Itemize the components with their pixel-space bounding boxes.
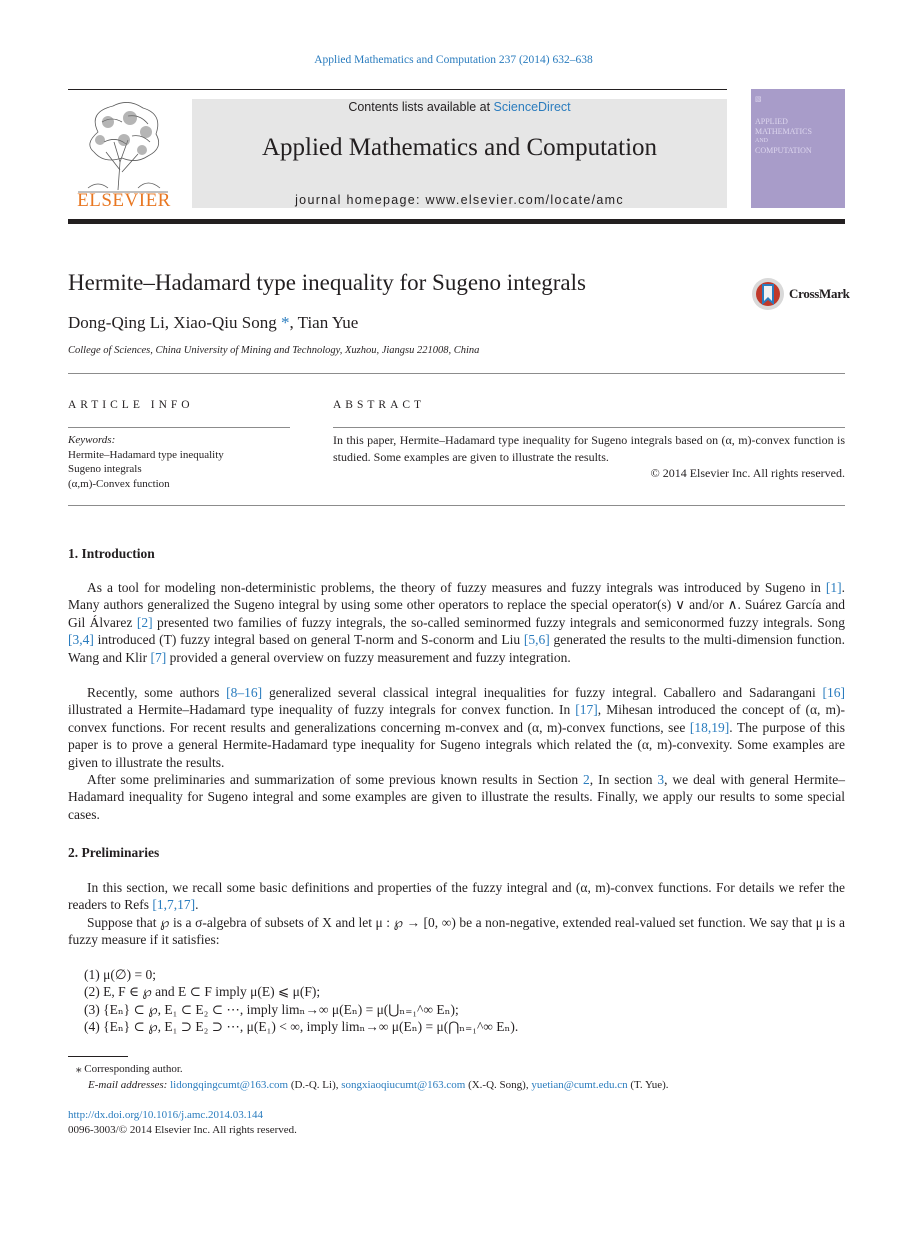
citation-link[interactable]: [3,4] <box>68 632 94 648</box>
intro-paragraph-2 <box>68 684 845 771</box>
journal-title: Applied Mathematics and Computation <box>261 134 658 161</box>
text-run: In this section, we recall some basic definitions and properties of the fuzzy integral and (α, m)-convex functions. For details we refer the readers to Refs <box>68 880 845 913</box>
citation-link[interactable]: [8–16] <box>226 685 263 700</box>
journal-cover-image[interactable]: ▧ APPLIED MATHEMATICS AND COMPUTATION <box>751 89 845 208</box>
abstract-separator <box>68 505 845 506</box>
crossmark-icon <box>751 277 787 311</box>
text-run: illustrated a Hermite–Hadamard type inequality of fuzzy integrals for convex function. In <box>68 702 576 718</box>
sciencedirect-link[interactable]: ScienceDirect <box>493 100 571 114</box>
text-run: generalized several classical integral inequalities for fuzzy integral. Caballero and Sadarangani <box>262 685 823 700</box>
text-run: presented two families of fuzzy integrals, the so-called seminormed fuzzy integrals and semiconormed fuzzy integrals. Song <box>152 614 845 630</box>
condition-item: (1) μ(∅) = 0; <box>84 967 156 982</box>
header-top-rule <box>68 89 727 90</box>
email-owner: (X.-Q. Song), <box>465 1079 532 1091</box>
author-name: Dong-Qing Li, <box>68 313 174 332</box>
title-separator <box>68 373 845 374</box>
citation-link[interactable]: [2] <box>136 614 153 630</box>
contents-line <box>192 100 727 114</box>
corresponding-author-mark[interactable]: * <box>276 313 290 332</box>
text-run: generated the results to the multi-dimension function. Wang and Klir <box>68 632 845 665</box>
text-run: Recently, some authors <box>87 685 227 700</box>
email-link[interactable]: songxiaoqiucumt@163.com <box>341 1079 466 1091</box>
abstract-body <box>333 432 845 482</box>
text-run: provided a general overview on fuzzy measurement and fuzzy integration. <box>166 649 571 665</box>
text-run: , Mihesan introduced the concept of (α, m)-convex functions. For recent results and generalizations concerning m-convex and (α, m)-convex functions, see <box>68 702 845 735</box>
keyword-item: Hermite–Hadamard type inequality <box>68 448 224 461</box>
keywords-block <box>68 433 224 491</box>
email-owner: (D.-Q. Li), <box>288 1079 342 1091</box>
abstract-text: In this paper, Hermite–Hadamard type inequality for Sugeno integrals based on (α, m)-convex function is studied. Some examples are given to illustrate the results. <box>333 433 845 464</box>
author-name: Xiao-Qiu Song <box>173 313 277 332</box>
doi-link[interactable]: http://dx.doi.org/10.1016/j.amc.2014.03.144 <box>68 1109 264 1121</box>
issn-copyright: 0096-3003/© 2014 Elsevier Inc. All rights reserved. <box>68 1124 297 1136</box>
fuzzy-measure-conditions <box>84 966 518 1036</box>
intro-paragraph-1 <box>68 579 845 666</box>
abstract-heading: ABSTRACT <box>333 399 426 411</box>
abstract-copyright: © 2014 Elsevier Inc. All rights reserved. <box>650 466 845 480</box>
citation-link[interactable]: [16] <box>822 685 845 700</box>
keyword-item: (α,m)-Convex function <box>68 477 170 490</box>
article-info-heading: ARTICLE INFO <box>68 399 194 411</box>
keywords-label: Keywords: <box>68 434 116 446</box>
article-info-rule <box>68 427 290 428</box>
text-run: introduced (T) fuzzy integral based on general T-norm and S-conorm and Liu <box>93 632 524 648</box>
citation-link[interactable]: [5,6] <box>523 632 550 648</box>
prelim-paragraph-1 <box>68 879 845 914</box>
condition-item: (2) E, F ∈ ℘ and E ⊂ F imply μ(E) ⩽ μ(F); <box>84 984 321 1000</box>
text-run: , In section <box>589 772 658 787</box>
cover-line: AND <box>755 138 768 144</box>
text-run: As a tool for modeling non-deterministic problems, the theory of fuzzy measures and fuzzy integrals was introduced by Sugeno in <box>87 580 826 595</box>
section-heading-preliminaries: 2. Preliminaries <box>68 845 160 860</box>
keyword-item: Sugeno integrals <box>68 463 142 475</box>
intro-paragraph-3 <box>68 771 845 823</box>
citation-link[interactable]: [18,19] <box>689 719 730 735</box>
citation-link[interactable]: [1,7,17] <box>152 897 196 913</box>
footnote-corresponding: ⁎ Corresponding author. <box>76 1063 183 1075</box>
author-name: , Tian Yue <box>289 313 359 332</box>
citation-link[interactable]: [1] <box>825 580 842 595</box>
section-link[interactable]: 3 <box>657 772 665 787</box>
journal-reference[interactable]: Applied Mathematics and Computation 237 (2014) 632–638 <box>314 54 593 66</box>
email-link[interactable]: yuetian@cumt.edu.cn <box>531 1079 628 1091</box>
citation-link[interactable]: [17] <box>575 702 598 718</box>
email-label: E-mail addresses: <box>88 1079 171 1091</box>
section-link[interactable]: 2 <box>583 772 590 787</box>
author-list <box>68 313 358 333</box>
text-run: , we deal with general Hermite–Hadamard inequality for Sugeno integral and some examples are given to illustrate the results. Finally, we apply our results to some special cases. <box>68 772 845 822</box>
affiliation: College of Sciences, China University of Mining and Technology, Xuzhou, Jiangsu 221008, China <box>68 345 480 356</box>
email-link[interactable]: lidongqingcumt@163.com <box>170 1079 289 1091</box>
crossmark-label: CrossMark <box>789 286 850 301</box>
text-run: After some preliminaries and summarization of some previous known results in Section <box>87 772 584 787</box>
contents-prefix: Contents lists available at <box>348 100 494 114</box>
condition-item: (3) {Eₙ} ⊂ ℘, E₁ ⊂ E₂ ⊂ ⋯, imply limₙ→∞ μ(Eₙ) = μ(⋃ₙ₌₁^∞ Eₙ); <box>84 1001 459 1017</box>
condition-item: (4) {Eₙ} ⊂ ℘, E₁ ⊃ E₂ ⊃ ⋯, μ(E₁) < ∞, imply limₙ→∞ μ(Eₙ) = μ(⋂ₙ₌₁^∞ Eₙ). <box>84 1019 519 1035</box>
cover-line: MATHEMATICS <box>755 127 812 136</box>
email-owner: (T. Yue). <box>627 1079 669 1091</box>
cover-line: APPLIED <box>755 117 788 126</box>
cover-line: COMPUTATION <box>755 146 812 155</box>
abstract-rule <box>333 427 845 428</box>
text-run: . The purpose of this paper is to prove a general Hermite-Hadamard type inequality for Sugeno integrals which related the (α, m)-convexity. Some examples are given to illustrate the results. <box>68 719 845 770</box>
section-heading-introduction: 1. Introduction <box>68 546 155 561</box>
paper-title: Hermite–Hadamard type inequality for Sugeno integrals <box>68 270 586 295</box>
text-run: . <box>195 897 199 913</box>
elsevier-wordmark: ELSEVIER <box>77 190 171 211</box>
footnote-emails <box>88 1077 669 1093</box>
elsevier-logo[interactable] <box>68 92 180 210</box>
header-thick-rule <box>68 219 845 224</box>
footnote-rule <box>68 1056 128 1057</box>
journal-homepage[interactable]: journal homepage: www.elsevier.com/locate/amc <box>295 193 624 207</box>
text-run: . Many authors generalized the Sugeno integral by using some other operators to replace the special operator(s) ∨ and/or ∧. Suárez García and Gil Álvarez <box>68 580 845 630</box>
prelim-paragraph-2: Suppose that ℘ is a σ-algebra of subsets of X and let μ : ℘ → [0, ∞) be a non-negative, extended real-valued set function. We say that μ is a fuzzy measure if it satisfies: <box>68 915 845 948</box>
citation-link[interactable]: [7] <box>150 649 167 665</box>
